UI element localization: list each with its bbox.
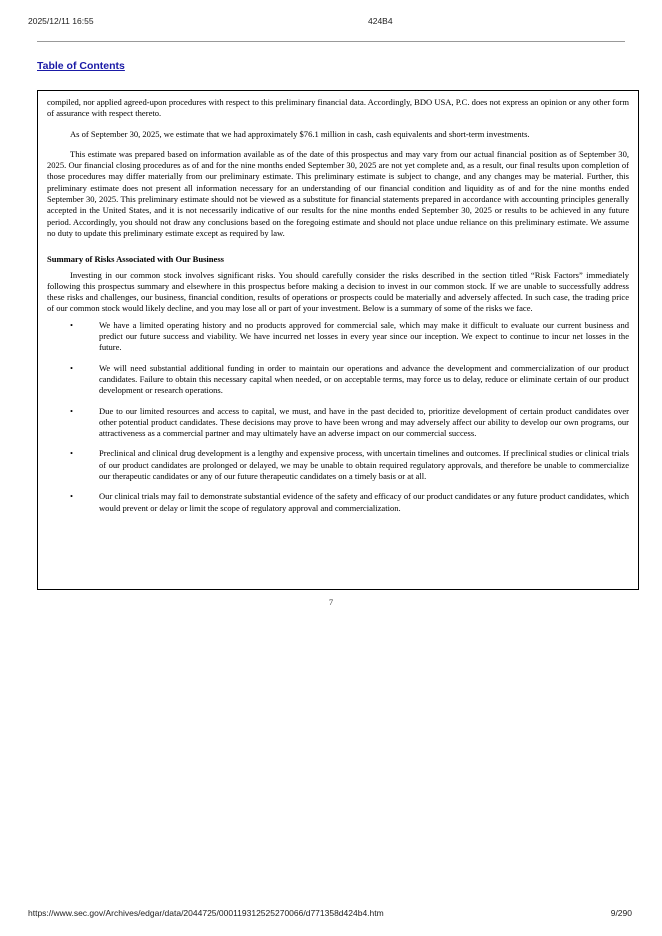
paragraph-risk-intro: Investing in our common stock involves significant risks. You should carefully consider the risks described in the section titled “Risk Factors” immediately following this prospectus summary and elsewhere in this prospectus before making a decision to invest in our common stock. If we are unable to successfully address these risks and challenges, our business, financial condition, results of operations or prospects could be materially and adversely affected. In such case, the trading price of our common stock would likely decline, and you may lose all or part of your investment. Below is a summary of some of the risks we face. bbox=[47, 269, 629, 314]
risk-item-text: Our clinical trials may fail to demonstrate substantial evidence of the safety and efficacy of our product candidates or any future product candidates, which would prevent or delay or limit the scope of regulatory approval and commercialization. bbox=[99, 491, 629, 513]
horizontal-rule bbox=[37, 41, 625, 42]
paragraph-cash-estimate: As of September 30, 2025, we estimate that we had approximately $76.1 million in cash, cash equivalents and short-term investments. bbox=[70, 128, 530, 139]
print-datetime: 2025/12/11 16:55 bbox=[28, 16, 94, 26]
list-item bbox=[47, 448, 629, 482]
content-box bbox=[37, 90, 639, 590]
bullet-icon: • bbox=[70, 405, 73, 416]
list-item bbox=[47, 406, 629, 440]
print-document-title: 424B4 bbox=[368, 16, 393, 26]
print-url: https://www.sec.gov/Archives/edgar/data/2044725/000119312525270066/d771358d424b4.htm bbox=[28, 908, 384, 918]
bullet-icon: • bbox=[70, 319, 73, 330]
risk-item-text: Preclinical and clinical drug development is a lengthy and expensive process, with uncertain timelines and outcomes. If preclinical studies or clinical trials of our product candidates are prolonged or delayed, we may be unable to obtain required regulatory approvals, and therefore be unable to commercialize our therapeutic candidates or any of our future therapeutic candidates on a timely basis or at all. bbox=[99, 448, 629, 482]
paragraph-assurance: compiled, nor applied agreed-upon procedures with respect to this preliminary financial data. Accordingly, BDO USA, P.C. does not express an opinion or any other form of assurance with respect thereto. bbox=[47, 97, 629, 119]
bullet-icon: • bbox=[70, 362, 73, 373]
page-number: 7 bbox=[328, 597, 334, 607]
risk-bullet-list bbox=[47, 320, 629, 514]
table-of-contents-link[interactable]: Table of Contents bbox=[37, 60, 125, 72]
list-item bbox=[47, 363, 629, 397]
list-item bbox=[47, 320, 629, 354]
risk-item-text: Due to our limited resources and access to capital, we must, and have in the past decided to, prioritize development of certain product candidates over other potential product candidates. These decisions may prove to have been wrong and may adversely affect our ability to develop our own programs, our attractiveness as a commercial partner and may ultimately have an adverse impact on our commercial success. bbox=[99, 405, 629, 439]
bullet-icon: • bbox=[70, 448, 73, 459]
bullet-icon: • bbox=[70, 491, 73, 502]
risk-item-text: We have a limited operating history and no products approved for commercial sale, which may make it difficult to evaluate our current business and predict our future success and viability. We have incurred net losses in every year since our inception. We expect to continue to incur net losses in the future. bbox=[99, 319, 629, 353]
print-page-count: 9/290 bbox=[610, 908, 632, 918]
risk-item-text: We will need substantial additional funding in order to maintain our operations and advance the development and commercialization of our product candidates. Failure to obtain this necessary capital when needed, or on acceptable terms, may force us to delay, reduce or eliminate certain of our product development or research operations. bbox=[99, 362, 629, 396]
list-item bbox=[47, 491, 629, 514]
section-heading-risks: Summary of Risks Associated with Our Business bbox=[47, 254, 224, 265]
paragraph-estimate-disclaimer: This estimate was prepared based on information available as of the date of this prospectus and may vary from our actual financial position as of September 30, 2025. Our financial closing procedures as of and for the nine months ended September 30, 2025 are not yet complete and, as a result, our final results upon completion of those procedures may differ materially from our preliminary estimate. This preliminary estimate is subject to change, and any changes may be material. Further, this preliminary estimate does not present all information necessary for an understanding of our financial condition and liquidity as of and for the nine months ended September 30, 2025. This preliminary estimate should not be viewed as a substitute for financial statements prepared in accordance with accounting principles generally accepted in the United States, and it is not necessarily indicative of our results for the nine months ended September 30, 2025 or results to be achieved in any future period. Accordingly, you should not draw any conclusions based on the foregoing estimate and should not place undue reliance on this preliminary estimate. We assume no duty to update this preliminary estimate except as required by law. bbox=[47, 148, 629, 238]
